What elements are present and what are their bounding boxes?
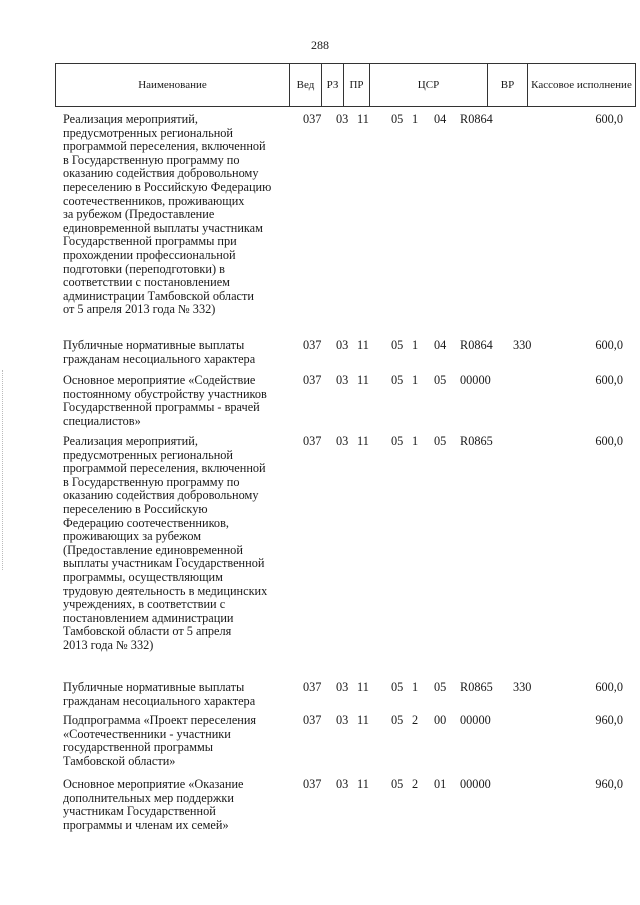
row-cash-sum: 600,0 (595, 373, 623, 387)
row-rz: 03 (336, 373, 349, 387)
scan-margin-marks (2, 370, 7, 570)
row-pr: 11 (357, 112, 369, 126)
row-csr-subprogram: 2 (412, 713, 419, 727)
row-pr: 11 (357, 777, 369, 791)
row-cash-sum: 600,0 (595, 112, 623, 126)
row-cash-sum: 960,0 (595, 713, 623, 727)
row-name: Публичные нормативные выплаты гражданам несоциального характера (63, 680, 256, 708)
row-csr-subprogram: 1 (412, 373, 419, 387)
row-csr-program: 05 (391, 338, 404, 352)
row-pr: 11 (357, 680, 369, 694)
row-csr-direction: 00000 (460, 777, 491, 791)
row-ved: 037 (303, 434, 322, 448)
row-csr-event: 01 (434, 777, 447, 791)
row-rz: 03 (336, 338, 349, 352)
row-csr-program: 05 (391, 777, 404, 791)
row-vr: 330 (513, 680, 532, 694)
row-csr-subprogram: 1 (412, 112, 419, 126)
row-cash-sum: 600,0 (595, 434, 623, 448)
row-csr-direction: 00000 (460, 713, 491, 727)
row-csr-subprogram: 1 (412, 680, 419, 694)
row-name: Реализация мероприятий, предусмотренных региональной программой переселения, включенной в Государственную программу по оказанию содействия добровольному переселению в Российскую Федерацию соотечественников, проживающих за рубежом (Предоставление единовременной выплаты участникам Государственной программы, осуществляющим трудовую деятельность в медицинских учреждениях, в соответствии с постановлением администрации Тамбовской области от 5 апреля 2013 года № 332) (63, 434, 268, 652)
row-name: Реализация мероприятий, предусмотренных региональной программой переселения, включенной в Государственную программу по оказанию содействия добровольному переселению в Российскую Федерацию соотечественников, проживающих за рубежом (Предоставление единовременной выплаты участникам Государственной программы при прохождении профессиональной подготовки (переподготовки) в соответствии с постановлением администрации Тамбовской области от 5 апреля 2013 года № 332) (63, 112, 272, 317)
row-csr-program: 05 (391, 434, 404, 448)
row-cash-sum: 600,0 (595, 680, 623, 694)
header-cash: Кассовое исполнение (528, 64, 636, 107)
row-rz: 03 (336, 777, 349, 791)
row-csr-direction: R0865 (460, 434, 493, 448)
row-csr-subprogram: 1 (412, 338, 419, 352)
row-name: Основное мероприятие «Оказание дополнительных мер поддержки участникам Государственной программы и членам их семей» (63, 777, 244, 832)
row-csr-event: 05 (434, 434, 447, 448)
page-number: 288 (311, 38, 329, 52)
header-csr: ЦСР (370, 64, 488, 107)
row-ved: 037 (303, 338, 322, 352)
row-csr-direction: R0864 (460, 338, 493, 352)
row-rz: 03 (336, 434, 349, 448)
row-csr-direction: R0864 (460, 112, 493, 126)
header-pr: ПР (344, 64, 370, 107)
row-ved: 037 (303, 112, 322, 126)
row-rz: 03 (336, 680, 349, 694)
row-csr-subprogram: 1 (412, 434, 419, 448)
row-ved: 037 (303, 713, 322, 727)
header-vr: ВР (488, 64, 528, 107)
row-cash-sum: 600,0 (595, 338, 623, 352)
row-csr-event: 05 (434, 373, 447, 387)
row-csr-event: 04 (434, 338, 447, 352)
row-csr-program: 05 (391, 112, 404, 126)
row-csr-direction: R0865 (460, 680, 493, 694)
row-pr: 11 (357, 713, 369, 727)
header-rz: РЗ (322, 64, 344, 107)
row-csr-program: 05 (391, 373, 404, 387)
header-name: Наименование (56, 64, 290, 107)
row-csr-direction: 00000 (460, 373, 491, 387)
header-ved: Вед (290, 64, 322, 107)
row-csr-event: 05 (434, 680, 447, 694)
row-rz: 03 (336, 713, 349, 727)
row-pr: 11 (357, 338, 369, 352)
row-ved: 037 (303, 373, 322, 387)
row-rz: 03 (336, 112, 349, 126)
row-pr: 11 (357, 373, 369, 387)
row-csr-program: 05 (391, 680, 404, 694)
row-csr-subprogram: 2 (412, 777, 419, 791)
row-vr: 330 (513, 338, 532, 352)
row-ved: 037 (303, 680, 322, 694)
row-name: Основное мероприятие «Содействие постоянному обустройству участников Государственной программы - врачей специалистов» (63, 373, 267, 428)
row-pr: 11 (357, 434, 369, 448)
row-csr-event: 04 (434, 112, 447, 126)
row-cash-sum: 960,0 (595, 777, 623, 791)
row-name: Публичные нормативные выплаты гражданам несоциального характера (63, 338, 256, 366)
row-name: Подпрограмма «Проект переселения «Соотечественники - участники государственной программы Тамбовской области» (63, 713, 257, 768)
row-ved: 037 (303, 777, 322, 791)
row-csr-event: 00 (434, 713, 447, 727)
row-csr-program: 05 (391, 713, 404, 727)
